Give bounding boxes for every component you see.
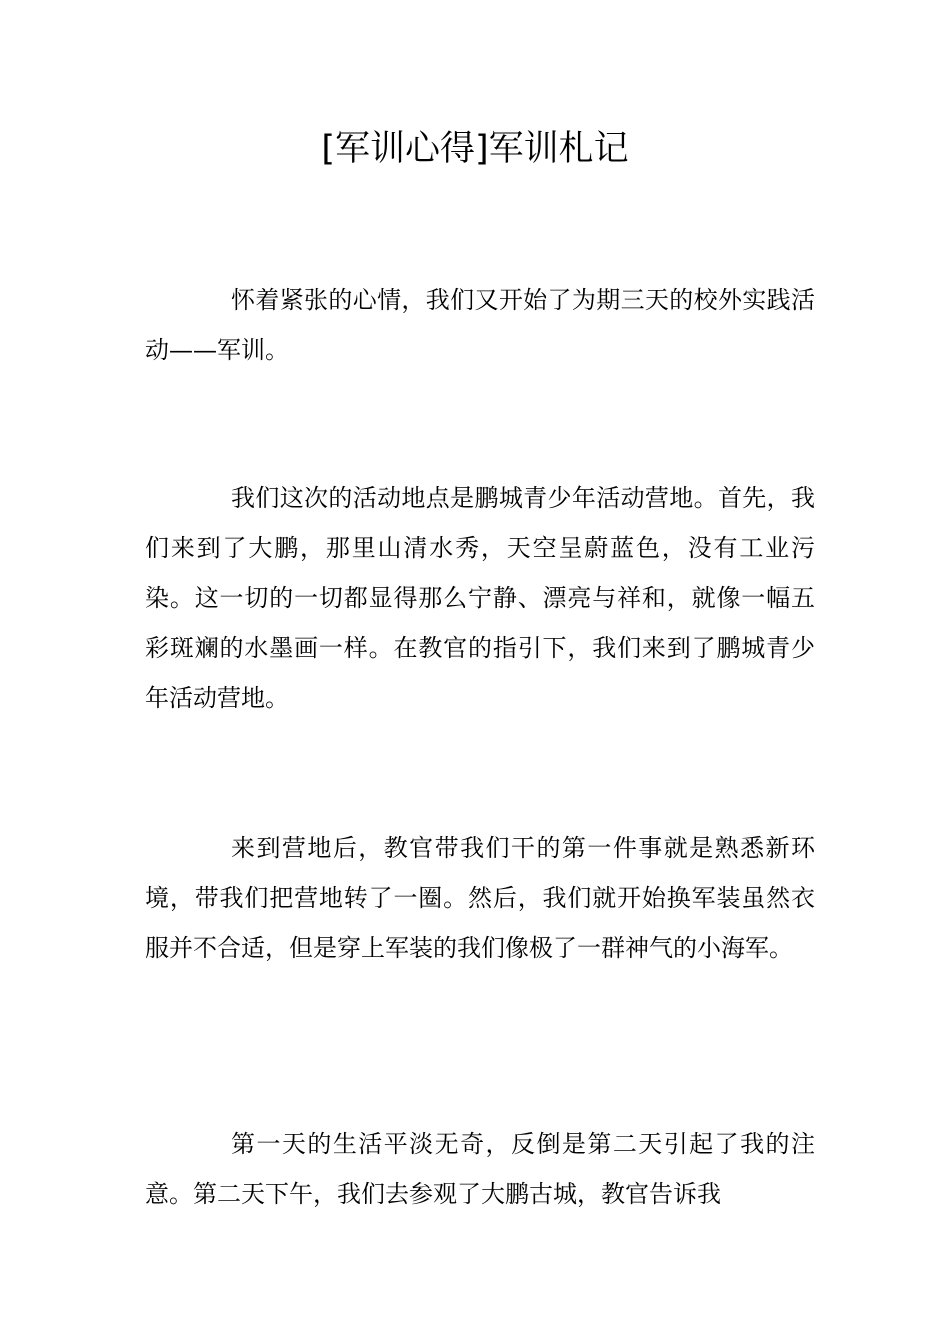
paragraph-1: 怀着紧张的心情，我们又开始了为期三天的校外实践活动——军训。	[145, 286, 815, 364]
paragraph-3: 来到营地后，教官带我们干的第一件事就是熟悉新环境，带我们把营地转了一圈。然后，我们就开始换军装虽然衣服并不合适，但是穿上军装的我们像极了一群神气的小海军。	[145, 834, 815, 962]
document-title: [军训心得]军训札记	[321, 129, 629, 169]
paragraph-2: 我们这次的活动地点是鹏城青少年活动营地。首先，我们来到了大鹏，那里山清水秀，天空呈蔚蓝色，没有工业污染。这一切的一切都显得那么宁静、漂亮与祥和，就像一幅五彩斑斓的水墨画一样。在教官的指引下，我们来到了鹏城青少年活动营地。	[145, 484, 815, 712]
paragraph-4: 第一天的生活平淡无奇，反倒是第二天引起了我的注意。第二天下午，我们去参观了大鹏古城，教官告诉我	[145, 1130, 815, 1208]
